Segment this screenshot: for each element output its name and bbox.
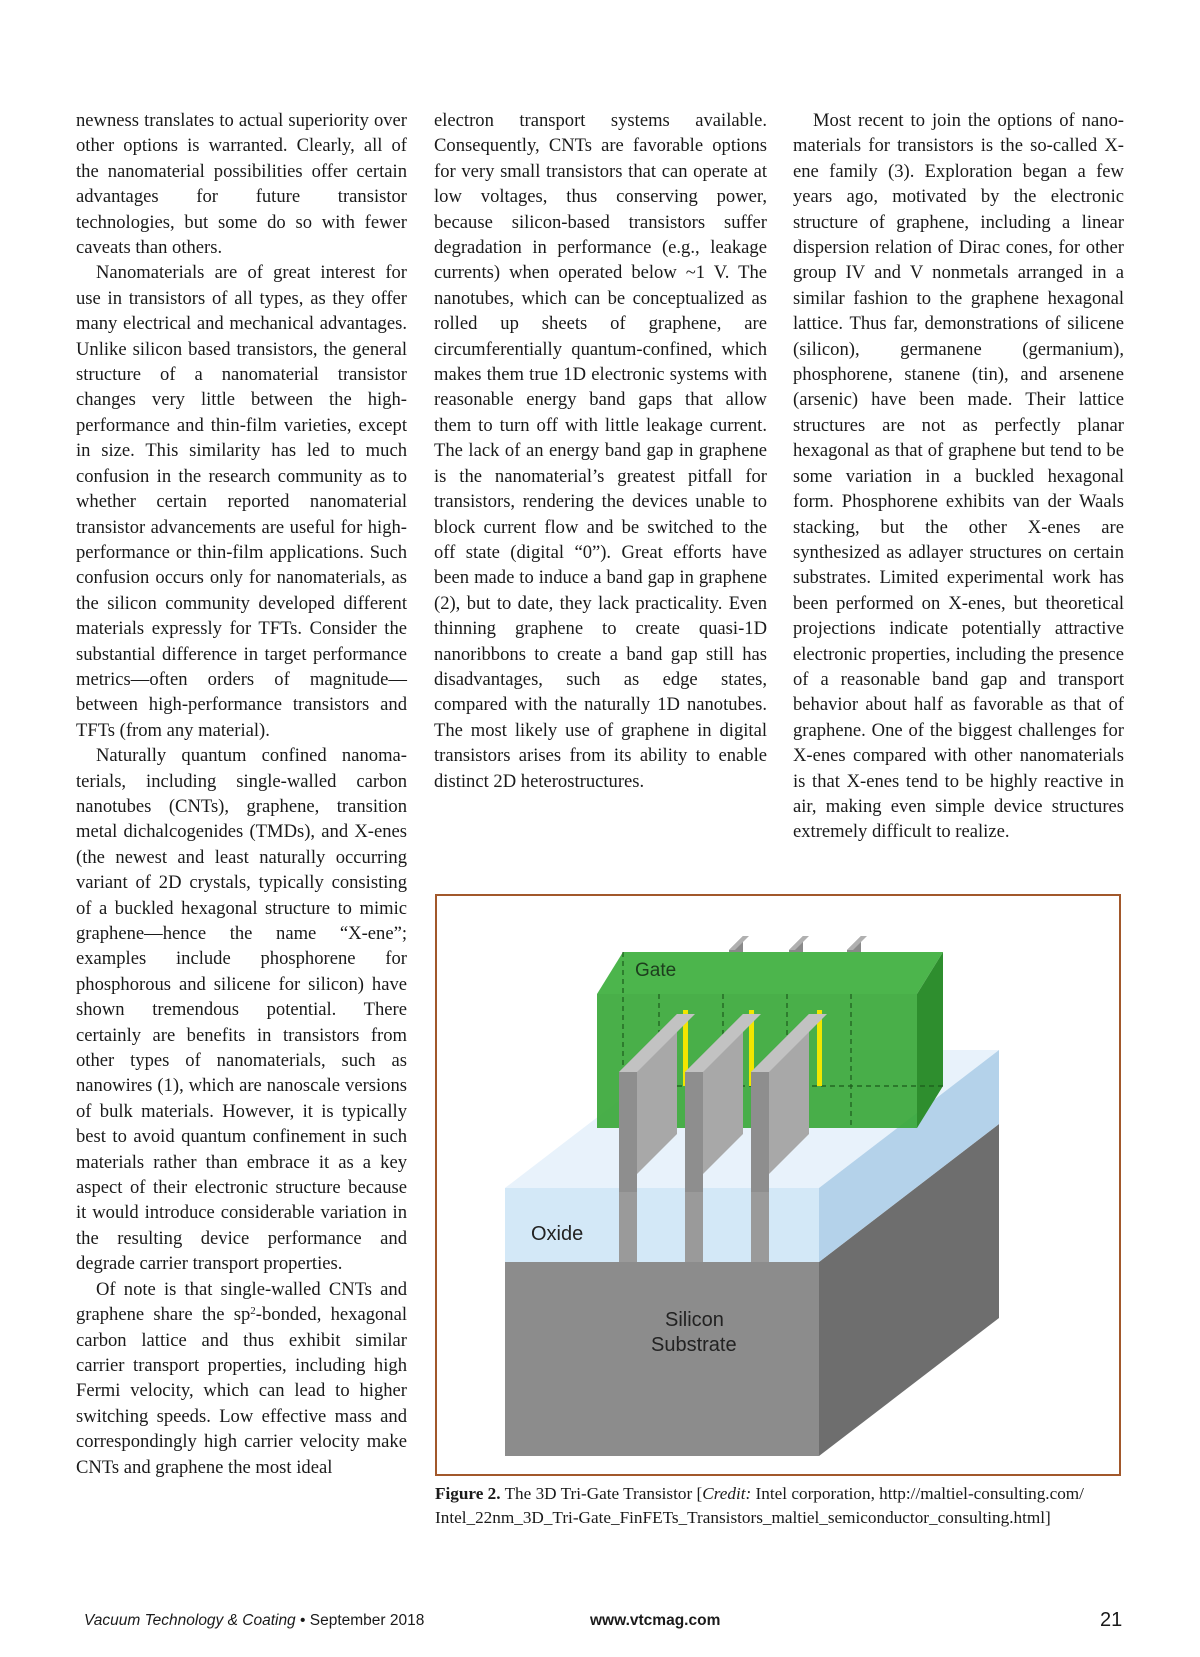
fin-trench: [751, 1188, 769, 1262]
fin-trench: [685, 1188, 703, 1262]
paragraph-text: Of note is that single-walled CNTs and graphene share the sp: [76, 1278, 407, 1326]
silicon-label: Silicon: [665, 1309, 724, 1331]
fin-trench: [619, 1188, 637, 1262]
paragraph-text: -bonded, hexagonal carbon lattice and thus exhibit similar carrier transport properties, including high Fermi velocity, which can lead to higher switching speeds. Low effective mass and correspondingly high carrier velocity make CNTs and graphene the most ideal: [76, 1304, 408, 1478]
page-number: 21: [1100, 1609, 1123, 1631]
caption-credit: Credit:: [702, 1484, 752, 1503]
paragraph: Naturally quantum confined nanomaterials, including single-walled carbon nanotubes (CNTs), graphene, transition metal dichalcogenides (TMDs), and X-enes (the newest and least naturally occurring variant of 2D crystals, typically consisting of a buckled hexagonal structure to mimic graphene—hence the name “X-ene”; examples include phosphorene for phosphorous and silicene for silicon) have shown tremendous potential. There certainly are benefits in transistors from other types of nanomaterials, such as nanowires (1), which are nanoscale versions of bulk materials. However, it is typically best to avoid quantum confinement in such materials rather than embrace it as a key aspect of their electronic structure because it would introduce considerable variation in the resulting device performance and degrade carrier transport properties.: [76, 745, 407, 1275]
footer-url[interactable]: www.vtcmag.com: [590, 1612, 721, 1629]
text-column-3: [793, 108, 1124, 845]
substrate-label: Substrate: [651, 1334, 737, 1356]
text-column-1: [76, 108, 407, 1480]
paragraph: electron transport systems available. Consequently, CNTs are favorable options for very small transistors that can operate at low voltages, thus conserving power, because silicon-based transistors suffer degradation in performance (e.g., leakage currents) when operated below ~1 V. The nanotubes, which can be conceptualized as rolled up sheets of graphene, are circumferentially quantum-confined, which makes them true 1D electronic systems with reasonable energy band gaps that allow them to turn off with little leakage current. The lack of an energy band gap in graphene is the nanomaterial’s greatest pitfall for transistors, rendering the devices unable to block current flow and be switched to the off state (digital “0”). Great efforts have been made to induce a band gap in graphene (2), but to date, they lack practicality. Even thinning graphene to create quasi-1D nanoribbons to create a band gap still has disadvantages, such as edge states, compared with the naturally 1D nanotubes. The most likely use of graphene in digital transistors arises from its ability to enable distinct 2D heterostructures.: [434, 110, 767, 792]
footer-journal: [84, 1612, 424, 1630]
superscript: 2: [250, 1305, 256, 1318]
text-column-2: [434, 108, 767, 794]
issue-date: September 2018: [309, 1612, 425, 1629]
figure-caption: [435, 1482, 1135, 1530]
journal-name: Vacuum Technology & Coating: [84, 1612, 296, 1629]
figure-frame: [435, 894, 1121, 1476]
oxide-label: Oxide: [531, 1223, 584, 1245]
paragraph: Most recent to join the options of nanomaterials for transistors is the so-called X-ene family (3). Exploration began a few years ago, motivated by the electronic structure of graphene, including a linear dispersion relation of Dirac cones, for other group IV and V nonmetals arranged in a similar fashion to the graphene hexagonal lattice. Thus far, demonstrations of silicene (silicon), germanene (germanium), phosphorene, stanene (tin), and arsenene (arsenic) have been made. Their lattice structures are not as perfectly planar hexagonal as that of graphene but tend to be some variation in a buckled hexagonal form. Phosphorene exhibits van der Waals stacking, but the other X-enes are synthesized as adlayer structures on certain substrates. Limited experimental work has been performed on X-enes, but theoretical projections indicate potentially attractive electronic properties, including the presence of a reasonable band gap and transport behavior about half as favorable as that of graphene. One of the biggest challenges for X-enes compared with other nanomaterials is that X-enes tend to be highly reactive in air, making even simple device structures extremely difficult to realize.: [793, 110, 1124, 843]
gate-label: Gate: [635, 960, 677, 981]
tri-gate-transistor-diagram: [437, 896, 1119, 1474]
paragraph: newness translates to actual superiority over other options is warranted. Clearly, all of the nanomaterial possibilities offer certain advantages for future transistor technologies, but some do so with fewer caveats than others.: [76, 110, 407, 259]
caption-text: Intel corporation, http://maltiel-consulting.com/ Intel_22nm_3D_Tri-Gate_FinFETs_Transistors_maltiel_semiconductor_consulting.html]: [435, 1484, 1084, 1527]
paragraph: Nanomaterials are of great interest for use in transistors of all types, as they offer many electrical and mechanical advantages. Unlike silicon based transistors, the general structure of a nanomaterial transistor changes very little between the high-performance and thin-film varieties, except in size. This similarity has led to much confusion in the research community as to whether certain reported nanomaterial transistor advancements are useful for high-performance or thin-film applications. Such confusion occurs only for nanomaterials, as the silicon community developed different materials expressly for TFTs. Consider the substantial difference in target performance metrics—often orders of magnitude—between high-performance transistors and TFTs (from any material).: [76, 262, 407, 741]
footer-bullet: •: [295, 1612, 310, 1629]
caption-label: Figure 2.: [435, 1484, 501, 1503]
paragraph: [76, 1277, 407, 1480]
silicon-substrate-front: [505, 1262, 819, 1456]
caption-text: The 3D Tri-Gate Transistor [: [504, 1484, 703, 1503]
